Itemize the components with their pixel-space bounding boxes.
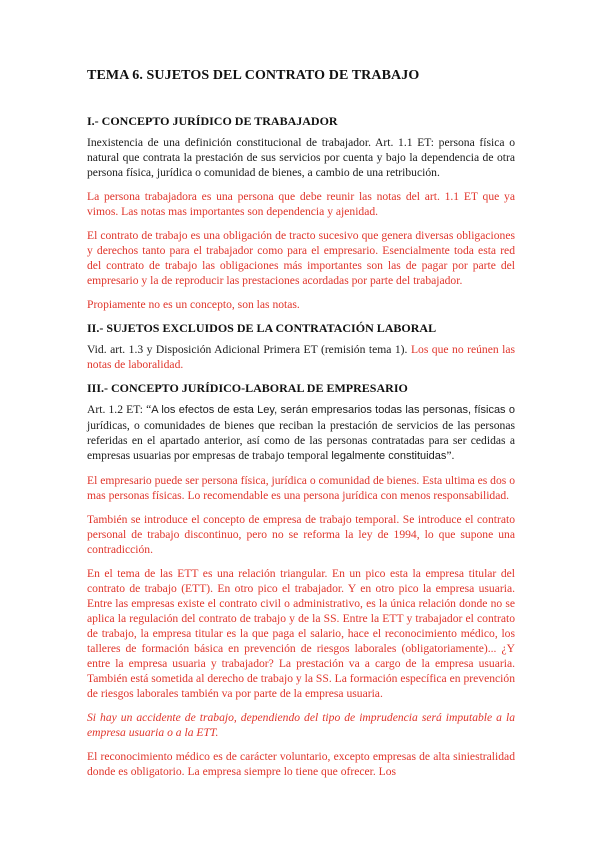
note-tipos-empresario: El empresario puede ser persona física, jurídica o comunidad de bienes. Esta ultima es dos o mas personas físicas. Lo recomendable es una persona jurídica con menos responsabilidad. [87,474,515,502]
document-title: TEMA 6. SUJETOS DEL CONTRATO DE TRABAJO [87,68,420,83]
section-heading-sujetos-excluidos: II.- SUJETOS EXCLUIDOS DE LA CONTRATACIÓN LABORAL [87,321,437,335]
paragraph-art-1-2 [87,402,515,464]
section-heading-concepto-empresario: III.- CONCEPTO JURÍDICO-LABORAL DE EMPRESARIO [87,381,408,395]
note-accidente-trabajo: Si hay un accidente de trabajo, dependiendo del tipo de imprudencia será imputable a la empresa usuaria o a la ETT. [87,711,515,739]
quote-close: ”. [446,449,455,462]
note-relacion-triangular: En el tema de las ETT es una relación triangular. En un pico esta la empresa titular del contrato de trabajo (ETT). En otro pico el trabajador. Y en otro pico la empresa usuaria. Entre las empresas existe el contrato civil o administrativo, es la única relación donde no se aplica la regulación del contrato de trabajo y de la SS. Entre la ETT y trabajador el contrato de trabajo, la empresa titular es la que paga el salario, hace el reconocimiento médico, los talleres de formación básica en prevención de riesgos laborales (obligatoriamente)... ¿Y entre la empresa usuaria y trabajador? La prestación va a cargo de la empresa usuaria. También está sometida al derecho de trabajo y la SS. La formación específica en prevención de riesgos laborales también va por parte de la empresa usuaria. [87,567,515,700]
quote-legalmente: legalmente constituidas [331,450,447,462]
section-heading-concepto-trabajador: I.- CONCEPTO JURÍDICO DE TRABAJADOR [87,114,338,128]
note-no-concepto: Propiamente no es un concepto, son las notas. [87,298,300,311]
note-laboralidad: Los que no reúnen las notas de laboralidad. [87,343,515,371]
note-notas-trabajador: La persona trabajadora es una persona que debe reunir las notas del art. 1.1 ET que ya vimos. Las notas mas importantes son dependencia y ajenidad. [87,190,515,218]
quote-sans-part: A los efectos de esta Ley, serán empresarios todas las personas, físicas o [151,404,515,416]
note-reconocimiento-medico: El reconocimiento médico es de carácter voluntario, excepto empresas de alta siniestralidad donde es obligatorio. La empresa siempre lo tiene que ofrecer. Los [87,750,515,778]
paragraph-sujetos-excluidos [87,342,515,372]
quote-body: jurídicas, o comunidades de bienes que reciban la prestación de servicios de las personas referidas en el apartado anterior, así como de las personas contratadas para ser cedidas a empresas usuarias por empresas de trabajo temporal [87,419,515,462]
paragraph-definicion-trabajador: Inexistencia de una definición constitucional de trabajador. Art. 1.1 ET: persona física o natural que contrata la prestación de sus servicios por cuenta y bajo la dependencia de otra persona física, jurídica o comunidad de bienes, a cambio de una retribución. [87,136,515,179]
quote-open: Art. 1.2 ET: “ [87,403,152,416]
note-contrato-obligacion: El contrato de trabajo es una obligación de tracto sucesivo que genera diversas obligaciones y derechos tanto para el trabajador como para el empresario. Esencialmente toda esta red del contrato de trabajo las obligaciones más importantes son las de pagar por parte del empresario y la de reproducir las prestaciones acordadas por parte del trabajador. [87,229,515,287]
reference-text: Vid. art. 1.3 y Disposición Adicional Primera ET (remisión tema 1). [87,343,408,356]
document-content [87,68,515,788]
note-ett-concepto: También se introduce el concepto de empresa de trabajo temporal. Se introduce el contrato personal de trabajo discontinuo, pero no se reforma la ley de 1994, lo que supone una contradicción. [87,513,515,556]
